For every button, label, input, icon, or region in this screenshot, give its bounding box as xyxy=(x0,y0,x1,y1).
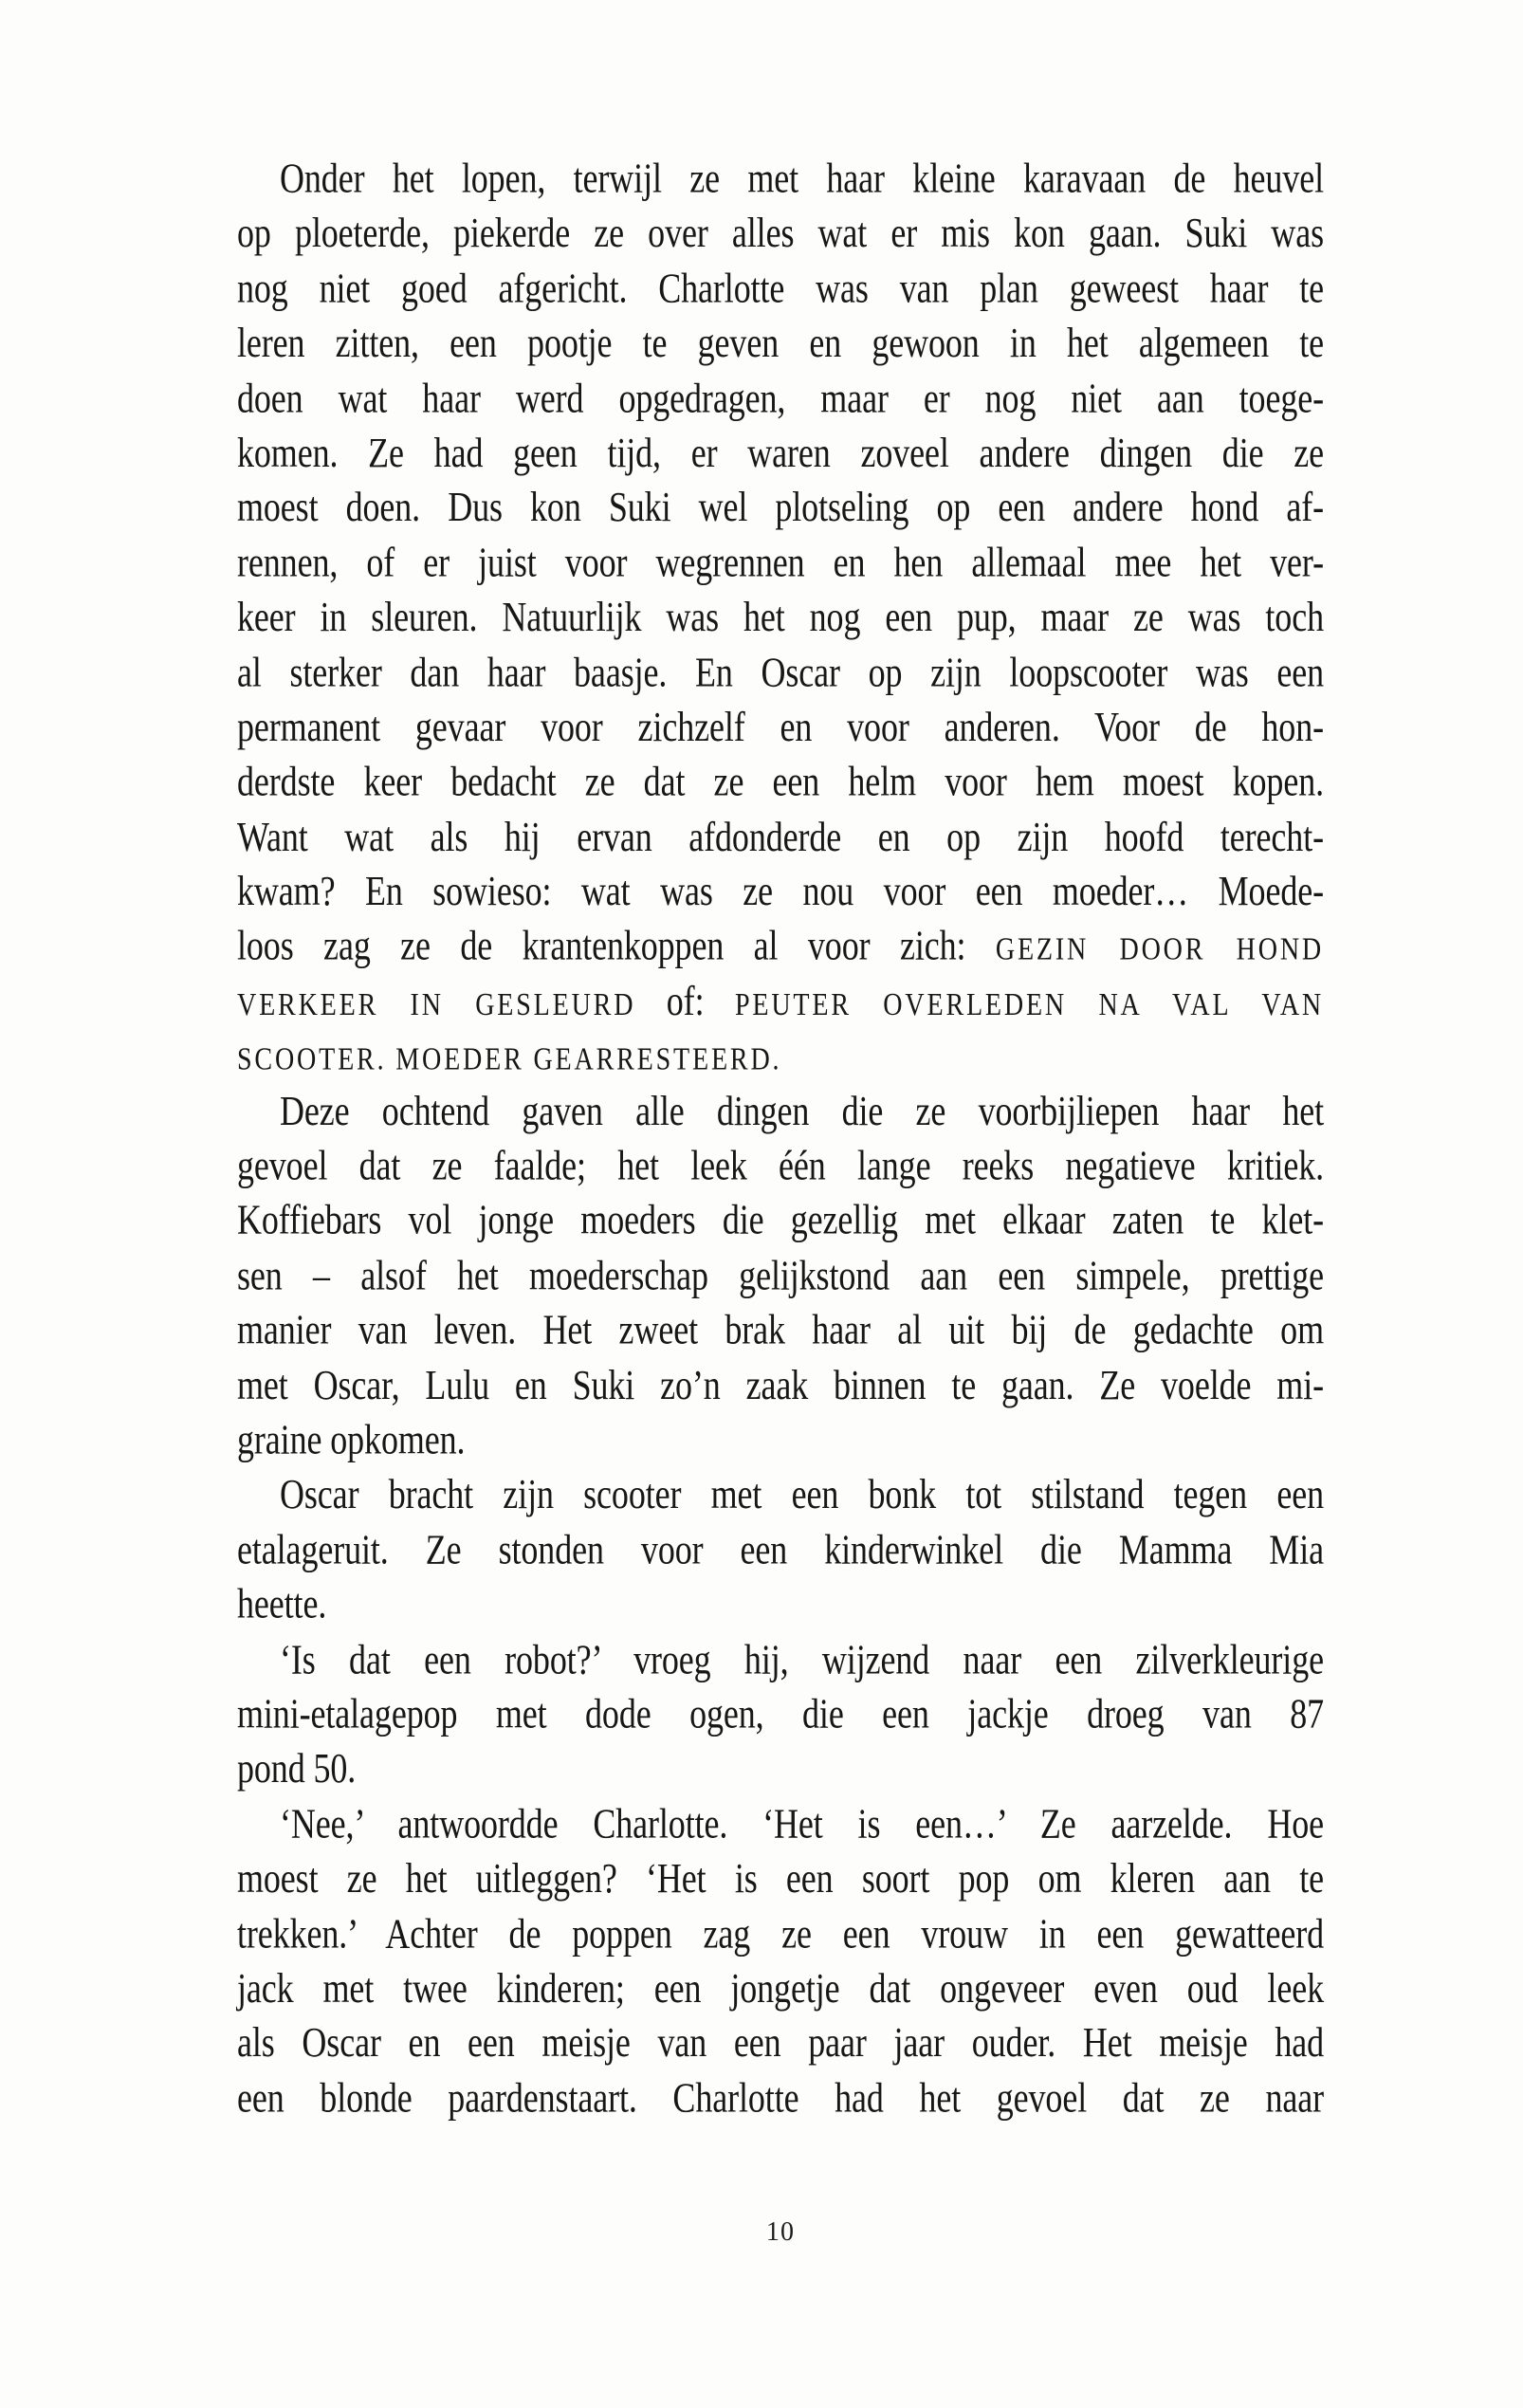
text-run: al sterker dan haar baasje. En Oscar op zijn loopscooter was een xyxy=(237,649,1324,695)
text-line xyxy=(237,1139,1324,1194)
small-caps-headline: GEZIN DOOR HOND xyxy=(995,931,1324,968)
text-line xyxy=(237,974,1324,1029)
text-run: nog niet goed afgericht. Charlotte was van plan geweest haar te xyxy=(237,265,1324,312)
small-caps-headline: SCOOTER. MOEDER GEARRESTEERD. xyxy=(237,1041,782,1078)
text-run: moest doen. Dus kon Suki wel plotseling op een andere hond af- xyxy=(237,484,1324,531)
text-run: Onder het lopen, terwijl ze met haar kleine karavaan de heuvel xyxy=(280,155,1324,202)
text-run: een blonde paardenstaart. Charlotte had het gevoel dat ze naar xyxy=(237,2074,1324,2122)
small-caps-headline: VERKEER IN GESLEURD xyxy=(237,986,636,1023)
text-run: gevoel dat ze faalde; het leek één lange reeks negatieve kritiek. xyxy=(237,1142,1324,1189)
text-run: etalageruit. Ze stonden voor een kinderwinkel die Mamma Mia xyxy=(237,1526,1324,1572)
text-block xyxy=(237,152,1324,2125)
text-line xyxy=(237,1522,1324,1577)
text-run: sen – alsof het moederschap gelijkstond aan een simpele, prettige xyxy=(237,1251,1324,1298)
text-line xyxy=(237,645,1324,700)
text-line xyxy=(237,1194,1324,1249)
text-run: kwam? En sowieso: wat was ze nou voor een moeder… Moede- xyxy=(237,868,1324,915)
text-run: op ploeterde, piekerde ze over alles wat er mis kon gaan. Suki was xyxy=(237,210,1324,257)
text-run: jack met twee kinderen; een jongetje dat ongeveer even oud leek xyxy=(237,1964,1324,2012)
text-line xyxy=(237,810,1324,865)
text-line xyxy=(237,536,1324,591)
page-number: 10 xyxy=(765,2217,796,2247)
text-line xyxy=(237,426,1324,481)
text-line xyxy=(237,919,1324,974)
text-line xyxy=(237,1358,1324,1413)
text-run: heette. xyxy=(237,1580,327,1627)
text-line xyxy=(237,865,1324,920)
text-run: pond 50. xyxy=(237,1745,357,1792)
text-run: Koffiebars vol jonge moeders die gezellig met elkaar zaten te klet- xyxy=(237,1197,1324,1243)
text-line xyxy=(237,1851,1324,1906)
text-line xyxy=(237,1632,1324,1687)
text-line xyxy=(237,1577,1324,1632)
text-line xyxy=(237,755,1324,810)
text-line xyxy=(237,207,1324,262)
text-run: of: xyxy=(635,977,735,1024)
text-run: manier van leven. Het zweet brak haar al uit bij de gedachte om xyxy=(237,1306,1324,1353)
text-run: moest ze het uitleggen? ‘Het is een soort pop om kleren aan te xyxy=(237,1854,1324,1902)
text-run: komen. Ze had geen tijd, er waren zoveel andere dingen die ze xyxy=(237,429,1324,476)
text-run: graine opkomen. xyxy=(237,1416,466,1463)
text-line xyxy=(237,2016,1324,2071)
text-line xyxy=(237,1796,1324,1851)
text-line xyxy=(237,1084,1324,1139)
text-run: ‘Nee,’ antwoordde Charlotte. ‘Het is een…’ Ze aarzelde. Hoe xyxy=(280,1800,1324,1847)
text-line xyxy=(237,1248,1324,1303)
text-line xyxy=(237,2071,1324,2126)
text-run: Deze ochtend gaven alle dingen die ze voorbijliepen haar het xyxy=(280,1087,1324,1134)
text-run: als Oscar en een meisje van een paar jaar ouder. Het meisje had xyxy=(237,2019,1324,2067)
small-caps-headline: PEUTER OVERLEDEN NA VAL VAN xyxy=(734,986,1324,1023)
text-line xyxy=(237,1961,1324,2016)
text-line xyxy=(237,481,1324,536)
text-line xyxy=(237,591,1324,646)
text-run: doen wat haar werd opgedragen, maar er nog niet aan toege- xyxy=(237,374,1324,421)
text-run: met Oscar, Lulu en Suki zo’n zaak binnen te gaan. Ze voelde mi- xyxy=(237,1361,1324,1408)
text-line xyxy=(237,371,1324,426)
text-run: Want wat als hij ervan afdonderde en op zijn hoofd terecht- xyxy=(237,813,1324,860)
text-run: leren zitten, een pootje te geven en gewoon in het algemeen te xyxy=(237,320,1324,366)
text-run: rennen, of er juist voor wegrennen en hen allemaal mee het ver- xyxy=(237,539,1324,586)
text-run: Oscar bracht zijn scooter met een bonk tot stilstand tegen een xyxy=(280,1471,1324,1518)
text-line xyxy=(237,1742,1324,1797)
text-run: derdste keer bedacht ze dat ze een helm voor hem moest kopen. xyxy=(237,758,1324,805)
text-line xyxy=(237,1906,1324,1961)
text-line xyxy=(237,1687,1324,1742)
text-line xyxy=(237,1413,1324,1468)
text-run: keer in sleuren. Natuurlijk was het nog een pup, maar ze was toch xyxy=(237,594,1324,640)
text-line xyxy=(237,700,1324,755)
text-run: permanent gevaar voor zichzelf en voor anderen. Voor de hon- xyxy=(237,703,1324,750)
text-line xyxy=(237,262,1324,317)
text-run: mini-etalagepop met dode ogen, die een jackje droeg van 87 xyxy=(237,1690,1324,1737)
text-line xyxy=(237,1029,1324,1084)
text-run: trekken.’ Achter de poppen zag ze een vrouw in een gewatteerd xyxy=(237,1909,1324,1957)
text-run: loos zag ze de krantenkoppen al voor zich: xyxy=(237,923,996,969)
text-line xyxy=(237,152,1324,207)
text-run: ‘Is dat een robot?’ vroeg hij, wijzend naar een zilverkleurige xyxy=(280,1635,1324,1682)
text-line xyxy=(237,1303,1324,1358)
text-line xyxy=(237,316,1324,371)
text-line xyxy=(237,1468,1324,1523)
